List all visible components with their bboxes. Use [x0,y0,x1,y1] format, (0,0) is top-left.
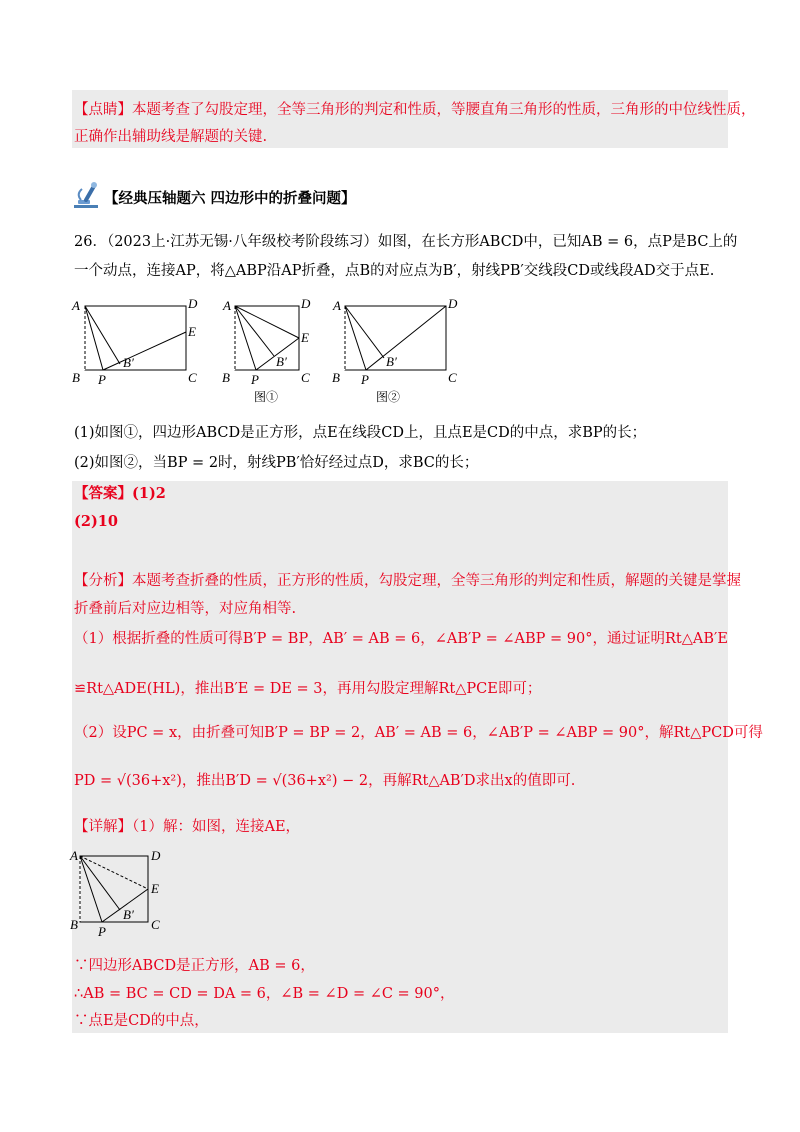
label-e2: E [301,330,309,345]
label-e1: E [188,324,196,339]
section-title: 【经典压轴题六 四边形中的折叠问题】 [104,190,356,207]
analysis-line-5: （2）设PC = x，由折叠可知B′P = BP = 2，AB′ = AB = 6，∠AB′P = ∠ABP = 90°，解Rt△PCD可得 [74,725,763,741]
problem-line-2: 一个动点，连接AP，将△ABP沿AP折叠，点B的对应点为B′，射线PB′交线段CD或线段AD交于点E. [74,263,715,279]
label-bp2: B′ [276,354,287,369]
label-b1: B [72,370,80,385]
analysis-line-1: 【分析】本题考查折叠的性质，正方形的性质，勾股定理，全等三角形的判定和性质，解题的关键是掌握 [74,573,741,589]
label-p4: P [98,924,106,938]
analysis-line-6: PD = √(36+x²)，推出B′D = √(36+x²) − 2，再解Rt△AB′D求出x的值即可. [74,773,576,789]
label-c1: C [188,370,197,385]
label-bp1: B′ [123,355,134,370]
answer-line-2: (2)10 [74,513,118,530]
comment-line-1: 【点睛】本题考查了勾股定理，全等三角形的判定和性质，等腰直角三角形的性质，三角形的中位线性质， [74,102,756,118]
label-a1: A [72,298,80,313]
answer-analysis-shade [72,481,728,1033]
label-p1: P [98,372,106,387]
detail-step-3: ∵点E是CD的中点， [74,1013,209,1029]
caption-figure-1: 图① [254,390,279,404]
detail-figure [68,846,178,938]
analysis-line-4: ≌Rt△ADE(HL)，推出B′E = DE = 3，再用勾股定理解Rt△PCE即可； [74,681,542,697]
detail-step-2: ∴AB = BC = CD = DA = 6，∠B = ∠D = ∠C = 90°， [74,986,455,1002]
analysis-line-2: 折叠前后对应边相等，对应角相等. [74,601,297,617]
answer-line-1: 【答案】(1)2 [74,485,166,502]
microscope-icon [72,180,102,210]
detail-step-1: ∵四边形ABCD是正方形，AB = 6， [74,958,315,974]
analysis-line-3: （1）根据折叠的性质可得B′P = BP，AB′ = AB = 6，∠AB′P = ∠ABP = 90°，通过证明Rt△AB′E [74,631,728,647]
detail-line-1: 【详解】（1）解：如图，连接AE， [74,819,301,835]
caption-figure-2: 图② [376,390,401,404]
label-p3: P [361,372,369,387]
label-d2: D [301,296,311,311]
comment-line-2: 正确作出辅助线是解题的关键. [74,129,268,145]
label-b3: B [332,370,340,385]
label-c3: C [448,370,457,385]
question-2: (2)如图②，当BP = 2时，射线PB′恰好经过点D，求BC的长； [74,455,479,471]
figure-a [71,296,198,387]
problem-figures [66,294,466,409]
label-a4: A [70,848,78,863]
label-bp4: B′ [123,907,134,922]
question-1: (1)如图①，四边形ABCD是正方形，点E在线段CD上，且点E是CD的中点，求BP的长； [74,425,647,441]
label-d4: D [151,848,161,863]
label-c4: C [151,917,160,932]
label-b4: B [70,917,78,932]
label-p2: P [251,372,259,387]
label-e4: E [151,881,159,896]
label-c2: C [301,370,310,385]
label-d1: D [188,296,198,311]
label-a2: A [223,298,231,313]
label-bp3: B′ [386,354,397,369]
figure-2 [332,296,458,404]
problem-line-1: 26．（2023上·江苏无锡·八年级校考阶段练习）如图，在长方形ABCD中，已知AB = 6，点P是BC上的 [74,234,738,250]
label-b2: B [222,370,230,385]
figure-1 [222,296,311,404]
label-d3: D [448,296,458,311]
label-a3: A [333,298,341,313]
